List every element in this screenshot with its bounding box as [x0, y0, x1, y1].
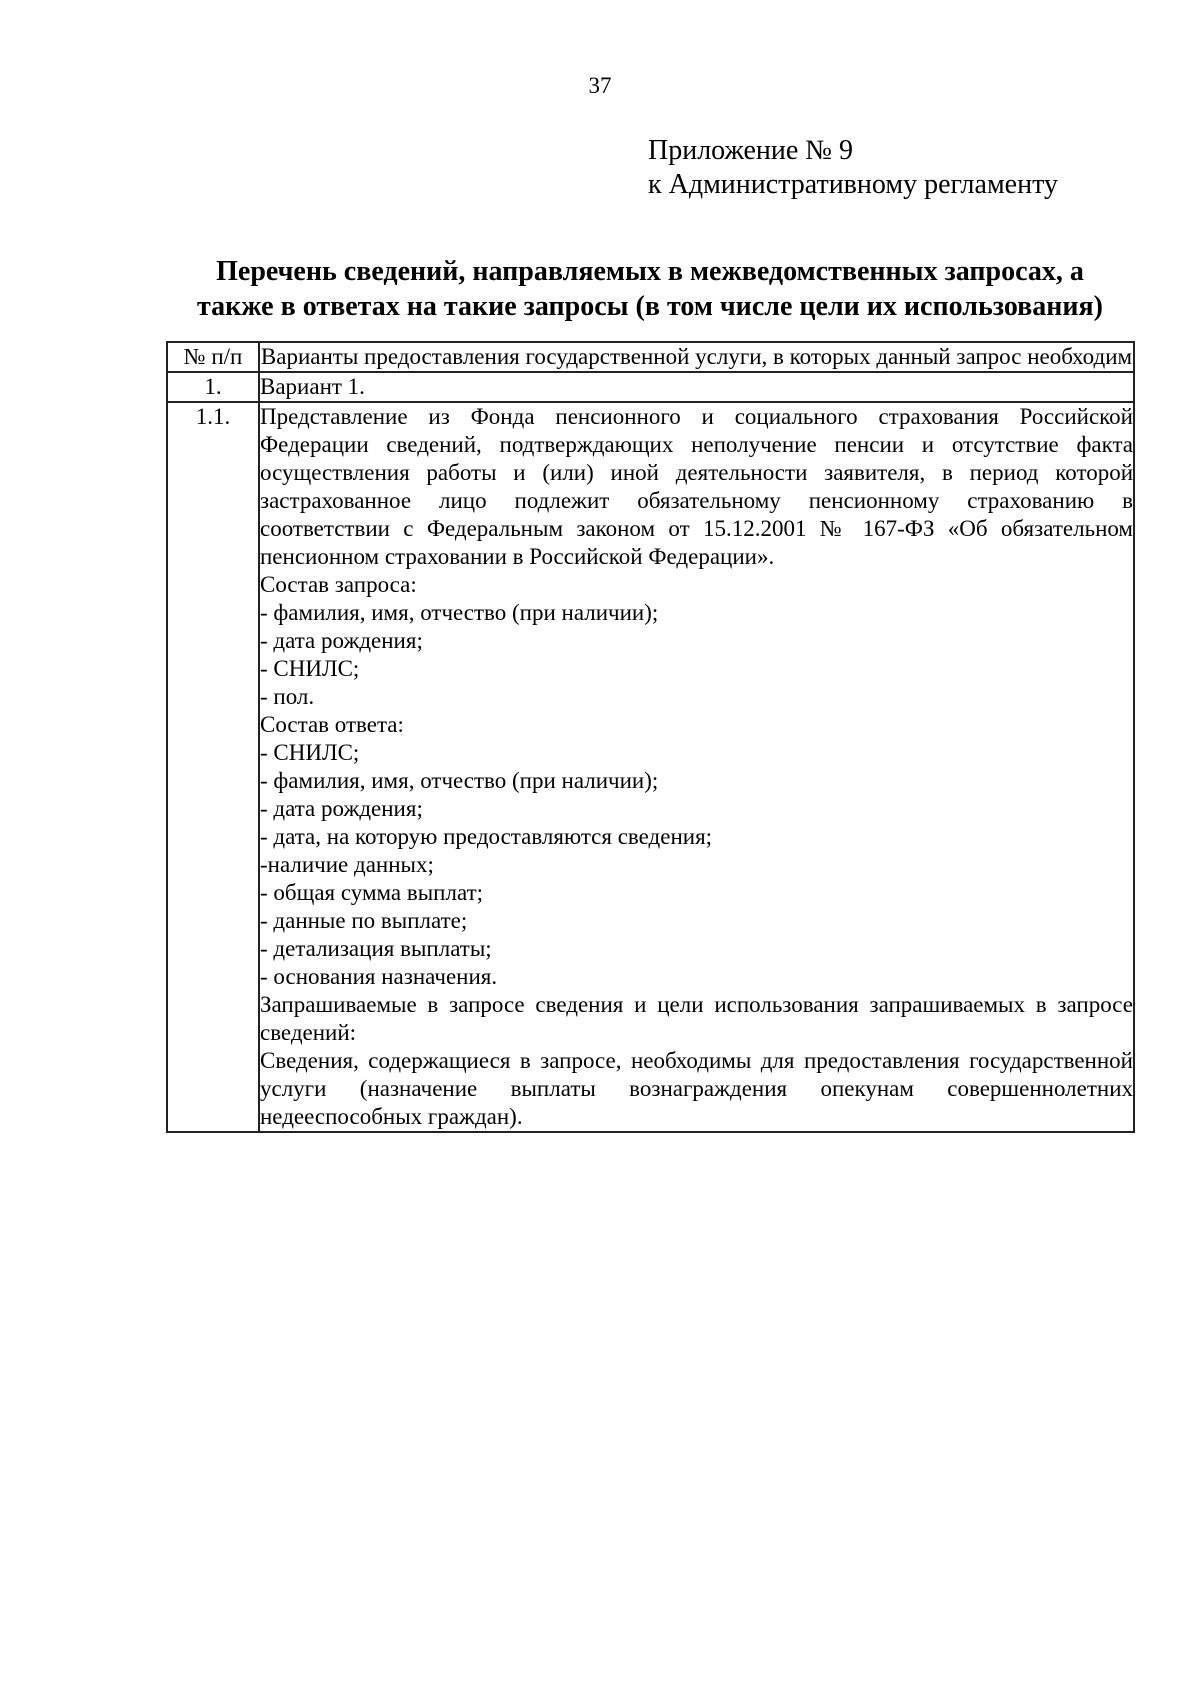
document-title-line-2: также в ответах на такие запросы (в том числе цели их использования) [196, 291, 1104, 322]
list-item: - СНИЛС; [260, 656, 360, 681]
list-item: - фамилия, имя, отчество (при наличии); [260, 768, 659, 793]
list-item: -наличие данных; [260, 852, 434, 877]
list-item: - фамилия, имя, отчество (при наличии); [260, 600, 659, 625]
requests-table [166, 341, 1135, 1133]
list-item: - данные по выплате; [260, 908, 468, 933]
list-item: - дата рождения; [260, 628, 423, 653]
list-item: - детализация выплаты; [260, 936, 492, 961]
document-title [160, 254, 1140, 324]
appendix-caption [648, 134, 1168, 202]
request-description: Представление из Фонда пенсионного и социального страхования Российской Федерации сведений, подтверждающих неполучение пенсии и отсутствие факта осуществления работы и (или) иной деятельности заявителя, в период которой застрахованное лицо подлежит обязательному пенсионному страхованию в соответствии с Федеральным законом от 15.12.2001 № 167-ФЗ «Об обязательном пенсионном страховании в Российской Федерации». [260, 404, 1133, 569]
page-number: 37 [588, 73, 612, 98]
header-variants-cell: Варианты предоставления государственной услуги, в которых данный запрос необходим [259, 342, 1134, 372]
request-composition-list [260, 599, 1133, 711]
table-row [167, 402, 1134, 1132]
row-number-cell: 1.1. [167, 402, 259, 1132]
table-header-row [167, 342, 1134, 372]
variant-cell: Вариант 1. [259, 372, 1134, 402]
request-composition-heading: Состав запроса: [260, 572, 417, 597]
list-item: - СНИЛС; [260, 740, 360, 765]
table-row [167, 372, 1134, 402]
header-number-cell: № п/п [167, 342, 259, 372]
list-item: - дата рождения; [260, 796, 423, 821]
appendix-line-1: Приложение № 9 [648, 135, 853, 166]
row-number-cell: 1. [167, 372, 259, 402]
request-details-cell [259, 402, 1134, 1132]
response-composition-heading: Состав ответа: [260, 712, 404, 737]
purpose-heading: Запрашиваемые в запросе сведения и цели использования запрашиваемых в запросе сведений: [260, 992, 1133, 1045]
response-composition-list [260, 739, 1133, 991]
list-item: - пол. [260, 684, 315, 709]
purpose-text: Сведения, содержащиеся в запросе, необходимы для предоставления государственной услуги (назначение выплаты вознаграждения опекунам совершеннолетних недееспособных граждан). [260, 1048, 1133, 1129]
list-item: - основания назначения. [260, 964, 498, 989]
list-item: - общая сумма выплат; [260, 880, 484, 905]
appendix-line-2: к Административному регламенту [648, 169, 1058, 200]
list-item: - дата, на которую предоставляются сведения; [260, 824, 713, 849]
document-title-line-1: Перечень сведений, направляемых в межведомственных запросах, а [216, 256, 1084, 287]
